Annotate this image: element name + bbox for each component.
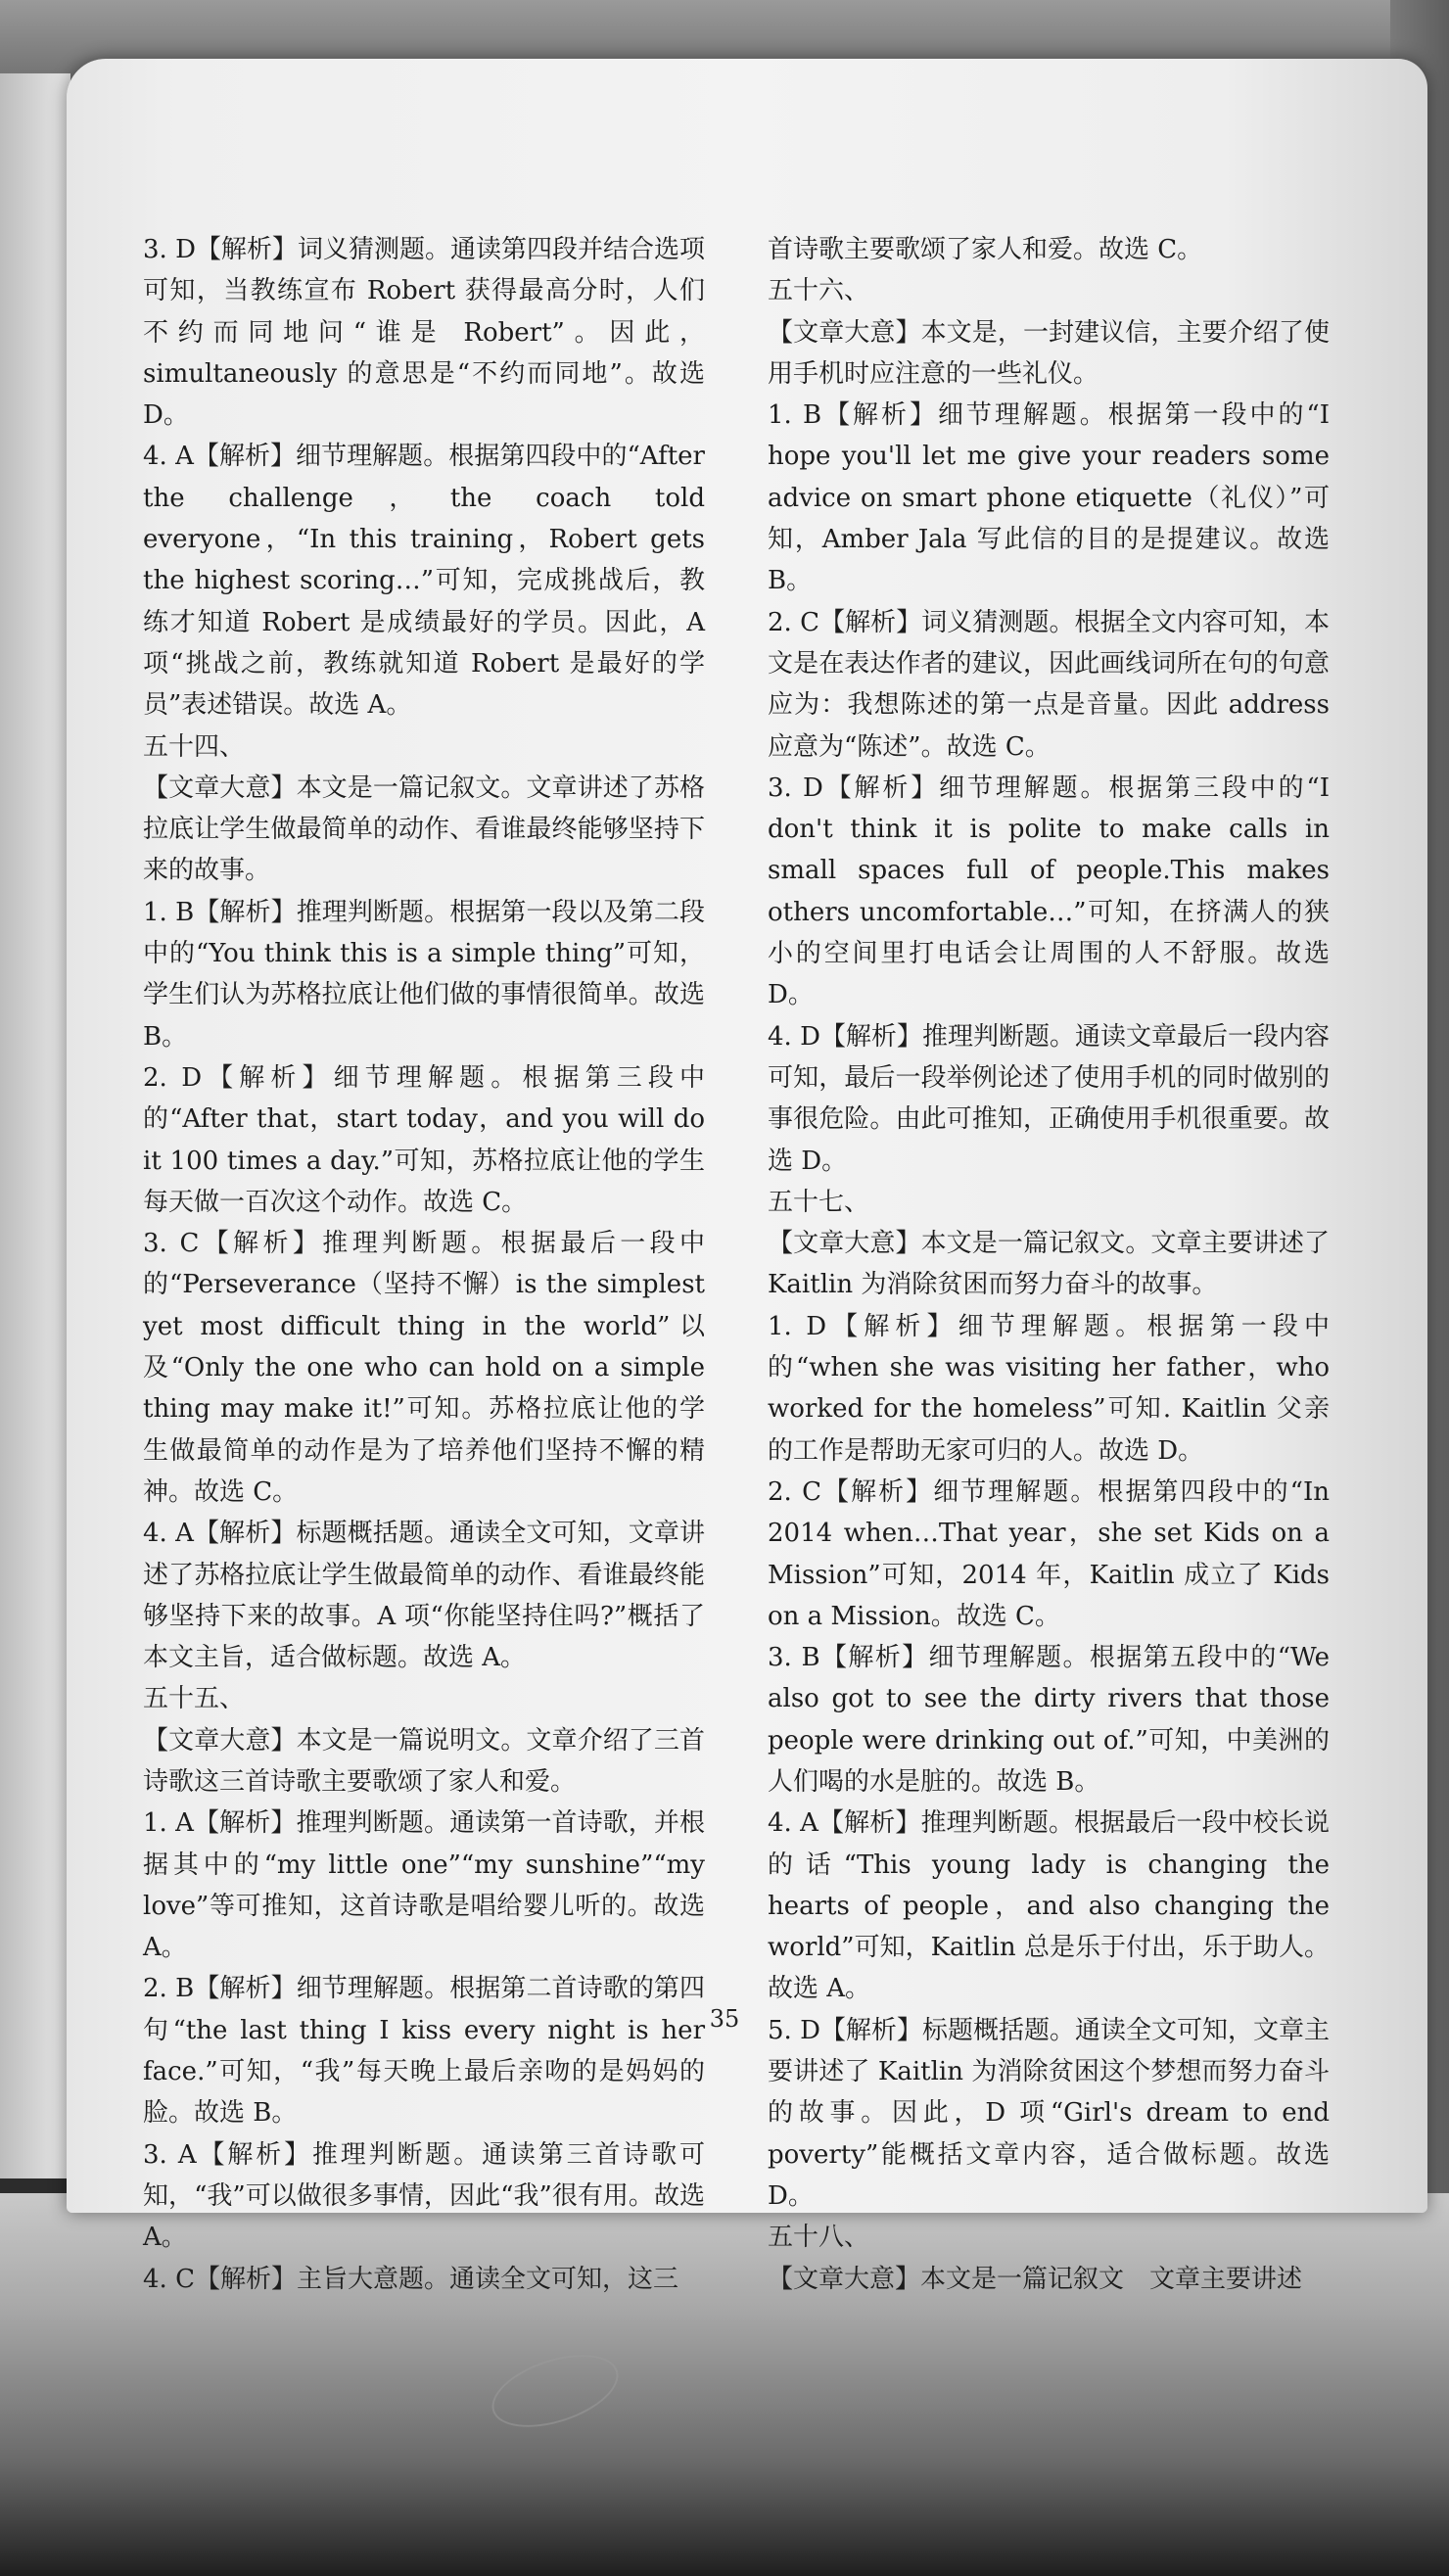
article-summary: 【文章大意】本文是一篇记叙文 文章主要讲述 bbox=[768, 2264, 1303, 2294]
answer-paragraph: 4. A【解析】细节理解题。根据第四段中的“After the challenge，the coach told everyone，“In this training，Robert gets the highest scoring…”可知，完成挑战后，教练才知道 Robert 是成绩最好的学员。因此，A 项“挑战之前，教练就知道 Robert 是最好的学员”表述错误。故选 A。 bbox=[143, 442, 705, 721]
section-heading: 五十八、 bbox=[768, 2223, 870, 2253]
article-summary: 【文章大意】本文是一篇记叙文。文章主要讲述了 Kaitlin 为消除贫困而努力奋斗的故事。 bbox=[768, 1229, 1330, 1300]
answer-paragraph: 3. A【解析】推理判断题。通读第三首诗歌可知，“我”可以做很多事情，因此“我”很有用。故选 A。 bbox=[143, 2139, 705, 2253]
previous-page-edge bbox=[0, 73, 70, 2178]
page-number: 35 bbox=[709, 2005, 740, 2033]
section-heading: 五十七、 bbox=[768, 1187, 870, 1217]
section-heading: 五十五、 bbox=[143, 1684, 246, 1714]
article-summary: 【文章大意】本文是一篇记叙文。文章讲述了苏格拉底让学生做最简单的动作、看谁最终能够坚持下来的故事。 bbox=[143, 773, 705, 886]
left-column bbox=[143, 229, 705, 2300]
answer-paragraph: 3. D【解析】词义猜测题。通读第四段并结合选项可知，当教练宣布 Robert 获得最高分时，人们不约而同地问“谁是 Robert”。因此，simultaneously 的意思是“不约而同地”。故选 D。 bbox=[143, 235, 705, 431]
article-summary: 【文章大意】本文是，一封建议信，主要介绍了使用手机时应注意的一些礼仪。 bbox=[768, 317, 1330, 389]
answer-paragraph: 2. D【解析】细节理解题。根据第三段中的“After that，start today，and you will do it 100 times a day.”可知，苏格拉底让他的学生每天做一百次这个动作。故选 C。 bbox=[143, 1062, 705, 1217]
answer-paragraph: 1. D【解析】细节理解题。根据第一段中的“when she was visiting her father，who worked for the homeless”可知. Kaitlin 父亲的工作是帮助无家可归的人。故选 D。 bbox=[768, 1311, 1330, 1466]
answer-paragraph: 1. B【解析】推理判断题。根据第一段以及第二段中的“You think this is a simple thing”可知，学生们认为苏格拉底让他们做的事情很简单。故选 B。 bbox=[143, 897, 705, 1052]
right-column bbox=[768, 229, 1330, 2300]
answer-paragraph: 3. C【解析】推理判断题。根据最后一段中的“Perseverance（坚持不懈）is the simplest yet most difficult thing in the world”以及“Only the one who can hold on a simple thing may make it!”可知。苏格拉底让他的学生做最简单的动作是为了培养他们坚持不懈的精神。故选 C。 bbox=[143, 1229, 705, 1507]
answer-paragraph: 2. C【解析】细节理解题。根据第四段中的“In 2014 when…That year，she set Kids on a Mission”可知，2014 年，Kaitlin 成立了 Kids on a Mission。故选 C。 bbox=[768, 1476, 1330, 1631]
answer-paragraph: 2. B【解析】细节理解题。根据第二首诗歌的第四句“the last thing I kiss every night is her face.”可知，“我”每天晚上最后亲吻的是妈妈的脸。故选 B。 bbox=[143, 1974, 705, 2129]
answer-paragraph: 1. B【解析】细节理解题。根据第一段中的“I hope you'll let me give your readers some advice on smart phone etiquette（礼仪）”可知，Amber Jala 写此信的目的是提建议。故选 B。 bbox=[768, 400, 1330, 596]
answer-paragraph: 4. A【解析】标题概括题。通读全文可知，文章讲述了苏格拉底让学生做最简单的动作、看谁最终能够坚持下来的故事。A 项“你能坚持住吗?”概括了本文主旨，适合做标题。故选 A。 bbox=[143, 1519, 705, 1673]
answer-paragraph: 首诗歌主要歌颂了家人和爱。故选 C。 bbox=[768, 235, 1203, 264]
article-summary: 【文章大意】本文是一篇说明文。文章介绍了三首诗歌这三首诗歌主要歌颂了家人和爱。 bbox=[143, 1725, 705, 1797]
answer-paragraph: 4. D【解析】推理判断题。通读文章最后一段内容可知，最后一段举例论述了使用手机的同时做别的事很危险。由此可推知，正确使用手机很重要。故选 D。 bbox=[768, 1021, 1330, 1176]
answer-paragraph: 1. A【解析】推理判断题。通读第一首诗歌，并根据其中的“my little one”“my sunshine”“my love”等可推知，这首诗歌是唱给婴儿听的。故选 A。 bbox=[143, 1808, 705, 1963]
answer-paragraph: 4. C【解析】主旨大意题。通读全文可知，这三 bbox=[143, 2264, 678, 2294]
answer-paragraph: 5. D【解析】标题概括题。通读全文可知，文章主要讲述了 Kaitlin 为消除贫困这个梦想而努力奋斗的故事。因此，D 项“Girl's dream to end poverty”能概括文章内容，适合做标题。故选 D。 bbox=[768, 2015, 1330, 2211]
answer-paragraph: 2. C【解析】词义猜测题。根据全文内容可知，本文是在表达作者的建议，因此画线词所在句的句意应为：我想陈述的第一点是音量。因此 address 应意为“陈述”。故选 C。 bbox=[768, 607, 1330, 762]
section-heading: 五十六、 bbox=[768, 276, 870, 306]
answer-paragraph: 3. D【解析】细节理解题。根据第三段中的“I don't think it is polite to make calls in small spaces full of people.This makes others uncomfortable…”可知，在挤满人的狭小的空间里打电话会让周围的人不舒服。故选 D。 bbox=[768, 773, 1330, 1010]
answer-paragraph: 4. A【解析】推理判断题。根据最后一段中校长说的话“This young lady is changing the hearts of people，and also changing the world”可知，Kaitlin 总是乐于付出，乐于助人。故选 A。 bbox=[768, 1808, 1330, 2004]
answer-paragraph: 3. B【解析】细节理解题。根据第五段中的“We also got to see the dirty rivers that those people were drinking out of.”可知，中美洲的人们喝的水是脏的。故选 B。 bbox=[768, 1643, 1330, 1797]
section-heading: 五十四、 bbox=[143, 731, 246, 762]
